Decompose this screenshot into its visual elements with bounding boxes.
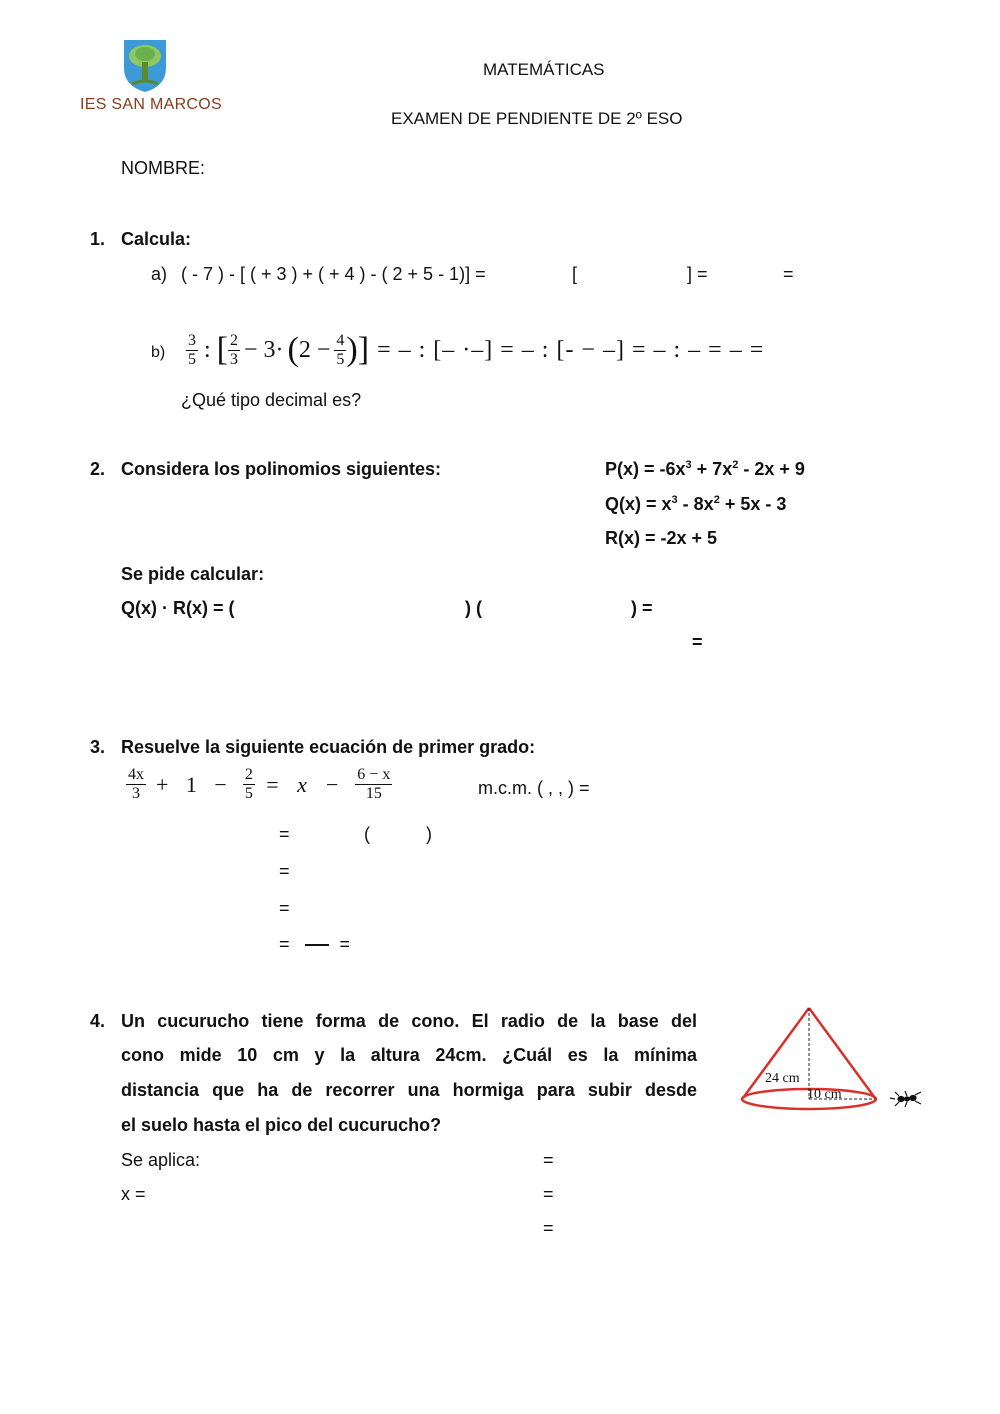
q4-equals-2: = bbox=[543, 1184, 554, 1204]
q3-step4: = = bbox=[279, 934, 351, 954]
ant-icon bbox=[890, 1091, 921, 1107]
q2-product-right: ) = bbox=[631, 598, 653, 618]
fraction: $\frac{2}{5}$ bbox=[244, 766, 253, 802]
q3-equation: $\frac{4x}{3}$ + 1 − $\frac{2}{5}$ = x − $\frac{6 - x}{15}$ bbox=[128, 766, 391, 802]
q4-text-line1: Un cucurucho tiene forma de cono. El radio de la base del bbox=[121, 1011, 697, 1031]
q4-applies-label: Se aplica: bbox=[121, 1150, 201, 1170]
school-logo bbox=[80, 34, 223, 124]
exam-title: EXAMEN DE PENDIENTE DE 2º ESO bbox=[391, 109, 683, 128]
q1a-label: a) bbox=[151, 264, 168, 284]
q2-product-mid: ) ( bbox=[465, 598, 482, 618]
polynomial-q: $Q(x) = x^3 - 8x^2 + 5x - 3$ bbox=[605, 494, 787, 514]
fraction: $\frac{2}{3}$ bbox=[230, 331, 238, 368]
tree-shield-icon bbox=[80, 34, 210, 96]
q4-equals-1: = bbox=[543, 1150, 554, 1170]
fraction: $\frac{4}{5}$ bbox=[336, 331, 345, 368]
cone-right-side bbox=[809, 1008, 875, 1098]
q4-x-equals: x = bbox=[121, 1184, 146, 1204]
q1b-label: b) bbox=[151, 344, 166, 361]
subject-title: MATEMÁTICAS bbox=[483, 60, 605, 79]
q1a-equals: = bbox=[783, 264, 794, 284]
q3-title: Resuelve la siguiente ecuación de primer grado: bbox=[121, 737, 536, 757]
q2-number: 2. bbox=[90, 459, 106, 479]
q3-number: 3. bbox=[90, 737, 106, 757]
q3-step2-equals: = bbox=[279, 861, 290, 881]
q3-step3-equals: = bbox=[279, 898, 290, 918]
cone-figure bbox=[735, 1000, 935, 1120]
school-name: IES SAN MARCOS bbox=[80, 96, 223, 113]
fraction: $\frac{4x}{3}$ bbox=[128, 766, 144, 802]
q4-text-line2: cono mide 10 cm y la altura 24cm. ¿Cuál es la mínima bbox=[121, 1045, 697, 1065]
q2-product-left: Q(x) · R(x) = ( bbox=[121, 598, 235, 618]
polynomial-p: $P(x) = -6x^3 + 7x^2 - 2x + 9$ bbox=[605, 459, 805, 479]
q4-number: 4. bbox=[90, 1011, 106, 1031]
q2-ask: Se pide calcular: bbox=[121, 564, 265, 584]
q1a-bracket-open: [ bbox=[572, 264, 578, 284]
q1a-bracket-close: ] = bbox=[687, 264, 708, 284]
fraction: $\frac{6 - x}{15}$ bbox=[357, 766, 391, 802]
q2-equals: = bbox=[692, 632, 703, 652]
q4-text-line3: distancia que ha de recorrer una hormiga para subir desde bbox=[121, 1080, 697, 1100]
q3-mcm: m.c.m. ( , , ) = bbox=[478, 778, 590, 798]
polynomial-r: R(x) = -2x + 5 bbox=[605, 528, 718, 548]
q1-title: Calcula: bbox=[121, 229, 192, 249]
fraction-line bbox=[305, 944, 329, 946]
radius-label: 10 cm bbox=[807, 1087, 842, 1102]
fraction: $\frac{3}{5}$ bbox=[188, 331, 196, 368]
q1a-expression: ( - 7 ) - [ ( + 3 ) + ( + 4 ) - ( 2 + 5 - 1)] = bbox=[181, 264, 486, 284]
q1-number: 1. bbox=[90, 229, 106, 249]
q2-title: Considera los polinomios siguientes: bbox=[121, 459, 442, 479]
q1b-question: ¿Qué tipo decimal es? bbox=[181, 390, 362, 410]
q4-text-line4: el suelo hasta el pico del cucurucho? bbox=[121, 1115, 442, 1135]
q1b-expression: $\frac{3}{5}$ : [ $\frac{2}{3}$ − 3· ( 2 − $\frac{4}{5}$ )] = ‒ : [‒ ·‒] = ‒ : [- − ‒] = ‒ : ‒ = ‒ = bbox=[188, 331, 765, 368]
q4-equals-3: = bbox=[543, 1218, 554, 1238]
q3-step1-equals: = bbox=[279, 824, 290, 844]
height-label: 24 cm bbox=[765, 1071, 800, 1086]
q3-step1-paren-open: ( bbox=[364, 824, 370, 844]
q3-step1-paren-close: ) bbox=[426, 824, 432, 844]
name-label: NOMBRE: bbox=[121, 158, 206, 178]
